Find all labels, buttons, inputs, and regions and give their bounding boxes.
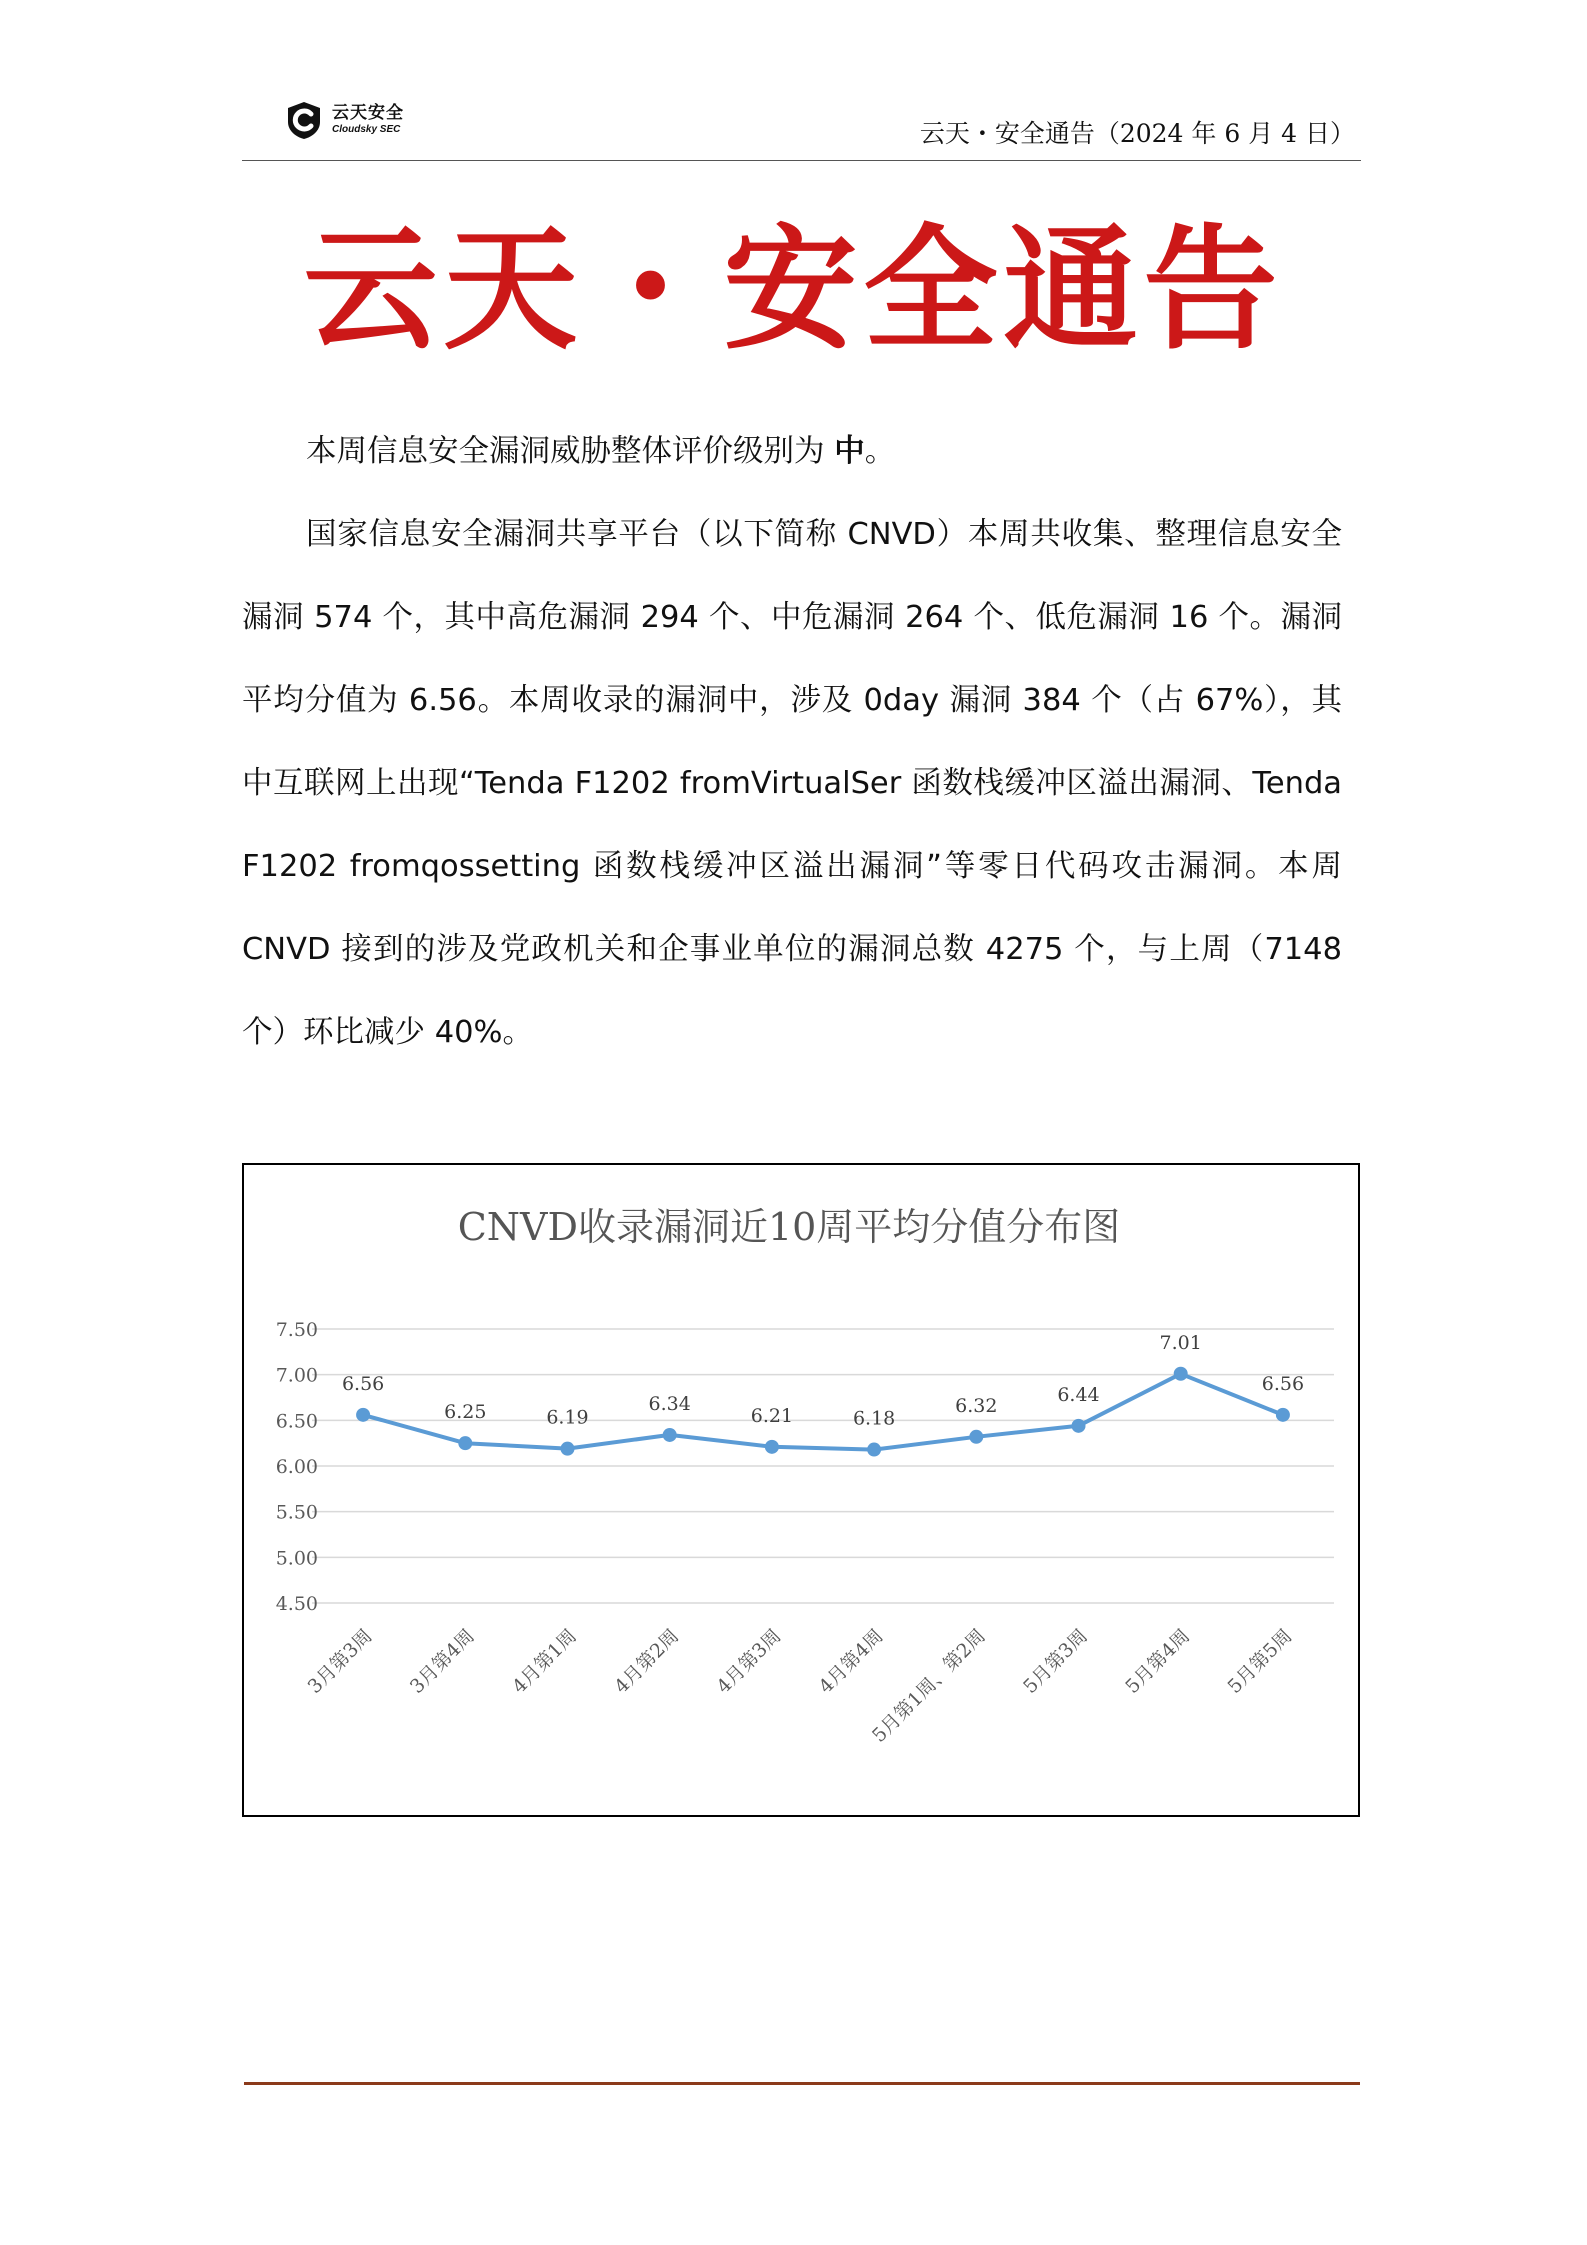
y-tick-label: 6.50 [275,1410,318,1433]
header-title: 云天・安全通告（2024 年 6 月 4 日） [919,119,1355,148]
x-tick-label: 5月第1周、第2周 [868,1624,990,1747]
data-label: 6.56 [1261,1372,1305,1395]
data-point [356,1408,370,1422]
threat-level-value: 中 [834,434,865,469]
y-tick-label: 5.00 [275,1547,318,1570]
series-line [363,1374,1283,1450]
y-tick-label: 7.50 [275,1319,318,1341]
x-tick-label: 5月第4周 [1121,1624,1195,1698]
masthead-title: 云天・安全通告 [303,210,1284,368]
x-tick-label: 4月第2周 [610,1624,684,1698]
data-label: 6.19 [546,1406,589,1429]
data-label: 6.44 [1057,1383,1100,1406]
logo-text-en: Cloudsky SEC [332,124,401,135]
average-score-line-chart [244,1165,1357,1814]
chart-title: CNVD收录漏洞近10周平均分值分布图 [457,1205,1121,1249]
data-label: 6.34 [648,1392,691,1415]
data-label: 6.32 [955,1394,998,1417]
data-label: 6.18 [852,1407,896,1430]
data-label: 6.21 [750,1404,794,1427]
x-tick-label: 5月第3周 [1019,1624,1093,1698]
x-tick-label: 4月第4周 [814,1624,888,1698]
x-tick-label: 5月第5周 [1223,1624,1297,1698]
threat-level-prefix: 本周信息安全漏洞威胁整体评价级别为 [306,434,825,469]
data-label: 6.56 [341,1372,385,1395]
data-point [867,1443,881,1457]
data-point [458,1436,472,1450]
threat-level-paragraph [242,410,1342,493]
x-tick-label: 3月第3周 [303,1624,377,1698]
data-point [663,1428,677,1442]
data-label: 7.01 [1159,1331,1202,1354]
chart-frame [242,1163,1360,1817]
logo-text-cn: 云天安全 [332,103,404,123]
company-logo [284,98,404,142]
data-point [765,1440,779,1454]
data-point [1174,1367,1188,1381]
bulletin-body [242,410,1342,1074]
header-divider [242,160,1361,161]
summary-paragraph: 国家信息安全漏洞共享平台（以下简称 CNVD）本周共收集、整理信息安全漏洞 574 个，其中高危漏洞 294 个、中危漏洞 264 个、低危漏洞 16 个。漏洞平均分值为 6.56。本周收录的漏洞中，涉及 0day 漏洞 384 个（占 67%），其中互联网上出现“Tenda F1202 fromVirtualSer 函数栈缓冲区溢出漏洞、Tenda F1202 fromqossetting 函数栈缓冲区溢出漏洞”等零日代码攻击漏洞。本周 CNVD 接到的涉及党政机关和企事业单位的漏洞总数 4275 个，与上周（7148 个）环比减少 40%。 [242,517,1342,1050]
data-point [1276,1408,1290,1422]
data-point [969,1430,983,1444]
cloudsky-shield-icon [284,100,324,140]
y-tick-label: 5.50 [275,1501,318,1524]
data-label: 6.25 [444,1401,487,1424]
x-tick-label: 3月第4周 [405,1624,479,1698]
y-tick-label: 7.00 [275,1364,318,1387]
x-tick-label: 4月第1周 [508,1624,582,1698]
y-tick-label: 4.50 [275,1593,318,1615]
y-tick-label: 6.00 [275,1456,318,1478]
data-point [561,1442,575,1456]
footer-divider [244,2082,1360,2085]
data-point [1072,1419,1086,1433]
threat-level-suffix: 。 [864,434,896,469]
x-tick-label: 4月第3周 [712,1624,786,1698]
